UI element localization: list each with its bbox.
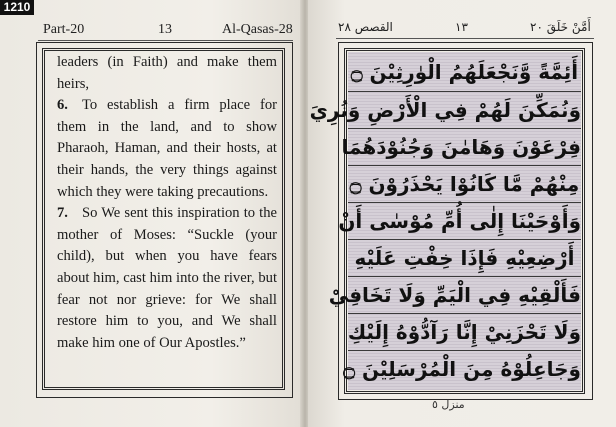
part-label: Part-20 — [43, 22, 85, 37]
header-rule — [38, 40, 293, 41]
surah-label: Al-Qasas-28 — [222, 22, 293, 37]
page-number: 13 — [158, 22, 172, 37]
verse-7-text: So We sent this inspiration to the mother of Moses: “Suckle (your child), but when you have fears about him, cast him into the river, but fear not nor grieve: for We shall restore him to you, and We shall make him one of Our Apostles.” — [57, 205, 277, 351]
manzil-marker: منزل ٥ — [432, 398, 465, 411]
page-number-arabic: ١٣ — [455, 20, 468, 34]
arabic-line-1: أَئِمَّةً وَّنَجْعَلَهُمُ الْوٰرِثِيْنَ ۝ — [350, 60, 579, 84]
verse-7 — [57, 203, 277, 354]
arabic-line-7: فَأَلْقِيْهِ فِي الْيَمِّ وَلَا تَخَافِيْ — [328, 283, 581, 307]
verse-6-number: 6. — [57, 97, 68, 114]
arabic-line-3: فِرْعَوْنَ وَهَامٰنَ وَجُنُوْدَهُمَا — [341, 135, 581, 159]
header-rule-right — [336, 38, 594, 39]
surah-label-arabic: القصص ٢٨ — [338, 20, 393, 34]
verse-6 — [57, 95, 277, 203]
english-translation — [57, 52, 277, 354]
arabic-line-5: وَأَوْحَيْنَا إِلٰى أُمِّ مُوْسٰى أَنْ — [338, 209, 581, 233]
verse-7-number: 7. — [57, 205, 68, 222]
verse-6-text: To establish a firm place for them in the land, and to show Pharaoh, Haman, and their hosts, at their hands, the very things against which they were taking precautions. — [57, 97, 277, 200]
arabic-line-4: مِنْهُمْ مَّا كَانُوْا يَحْذَرُوْنَ ۝ — [349, 172, 580, 196]
left-page — [0, 0, 302, 427]
image-id-tag: 1210 — [0, 0, 34, 15]
continuation-text: leaders (in Faith) and make them heirs, — [57, 54, 277, 92]
arabic-line-2: وَنُمَكِّنَ لَهُمْ فِي الْأَرْضِ وَنُرِيَ — [309, 98, 581, 122]
juz-label-arabic: أَمَّنْ خَلَقَ ٢٠ — [530, 20, 591, 34]
arabic-line-9: وَجَاعِلُوْهُ مِنَ الْمُرْسَلِيْنَ ۝ — [343, 357, 581, 381]
arabic-line-6: أَرْضِعِيْهِ فَإِذَا خِفْتِ عَلَيْهِ — [354, 246, 575, 270]
arabic-line-8: وَلَا تَحْزَنِيْ إِنَّا رَآدُّوْهُ إِلَيْكِ — [347, 320, 581, 344]
